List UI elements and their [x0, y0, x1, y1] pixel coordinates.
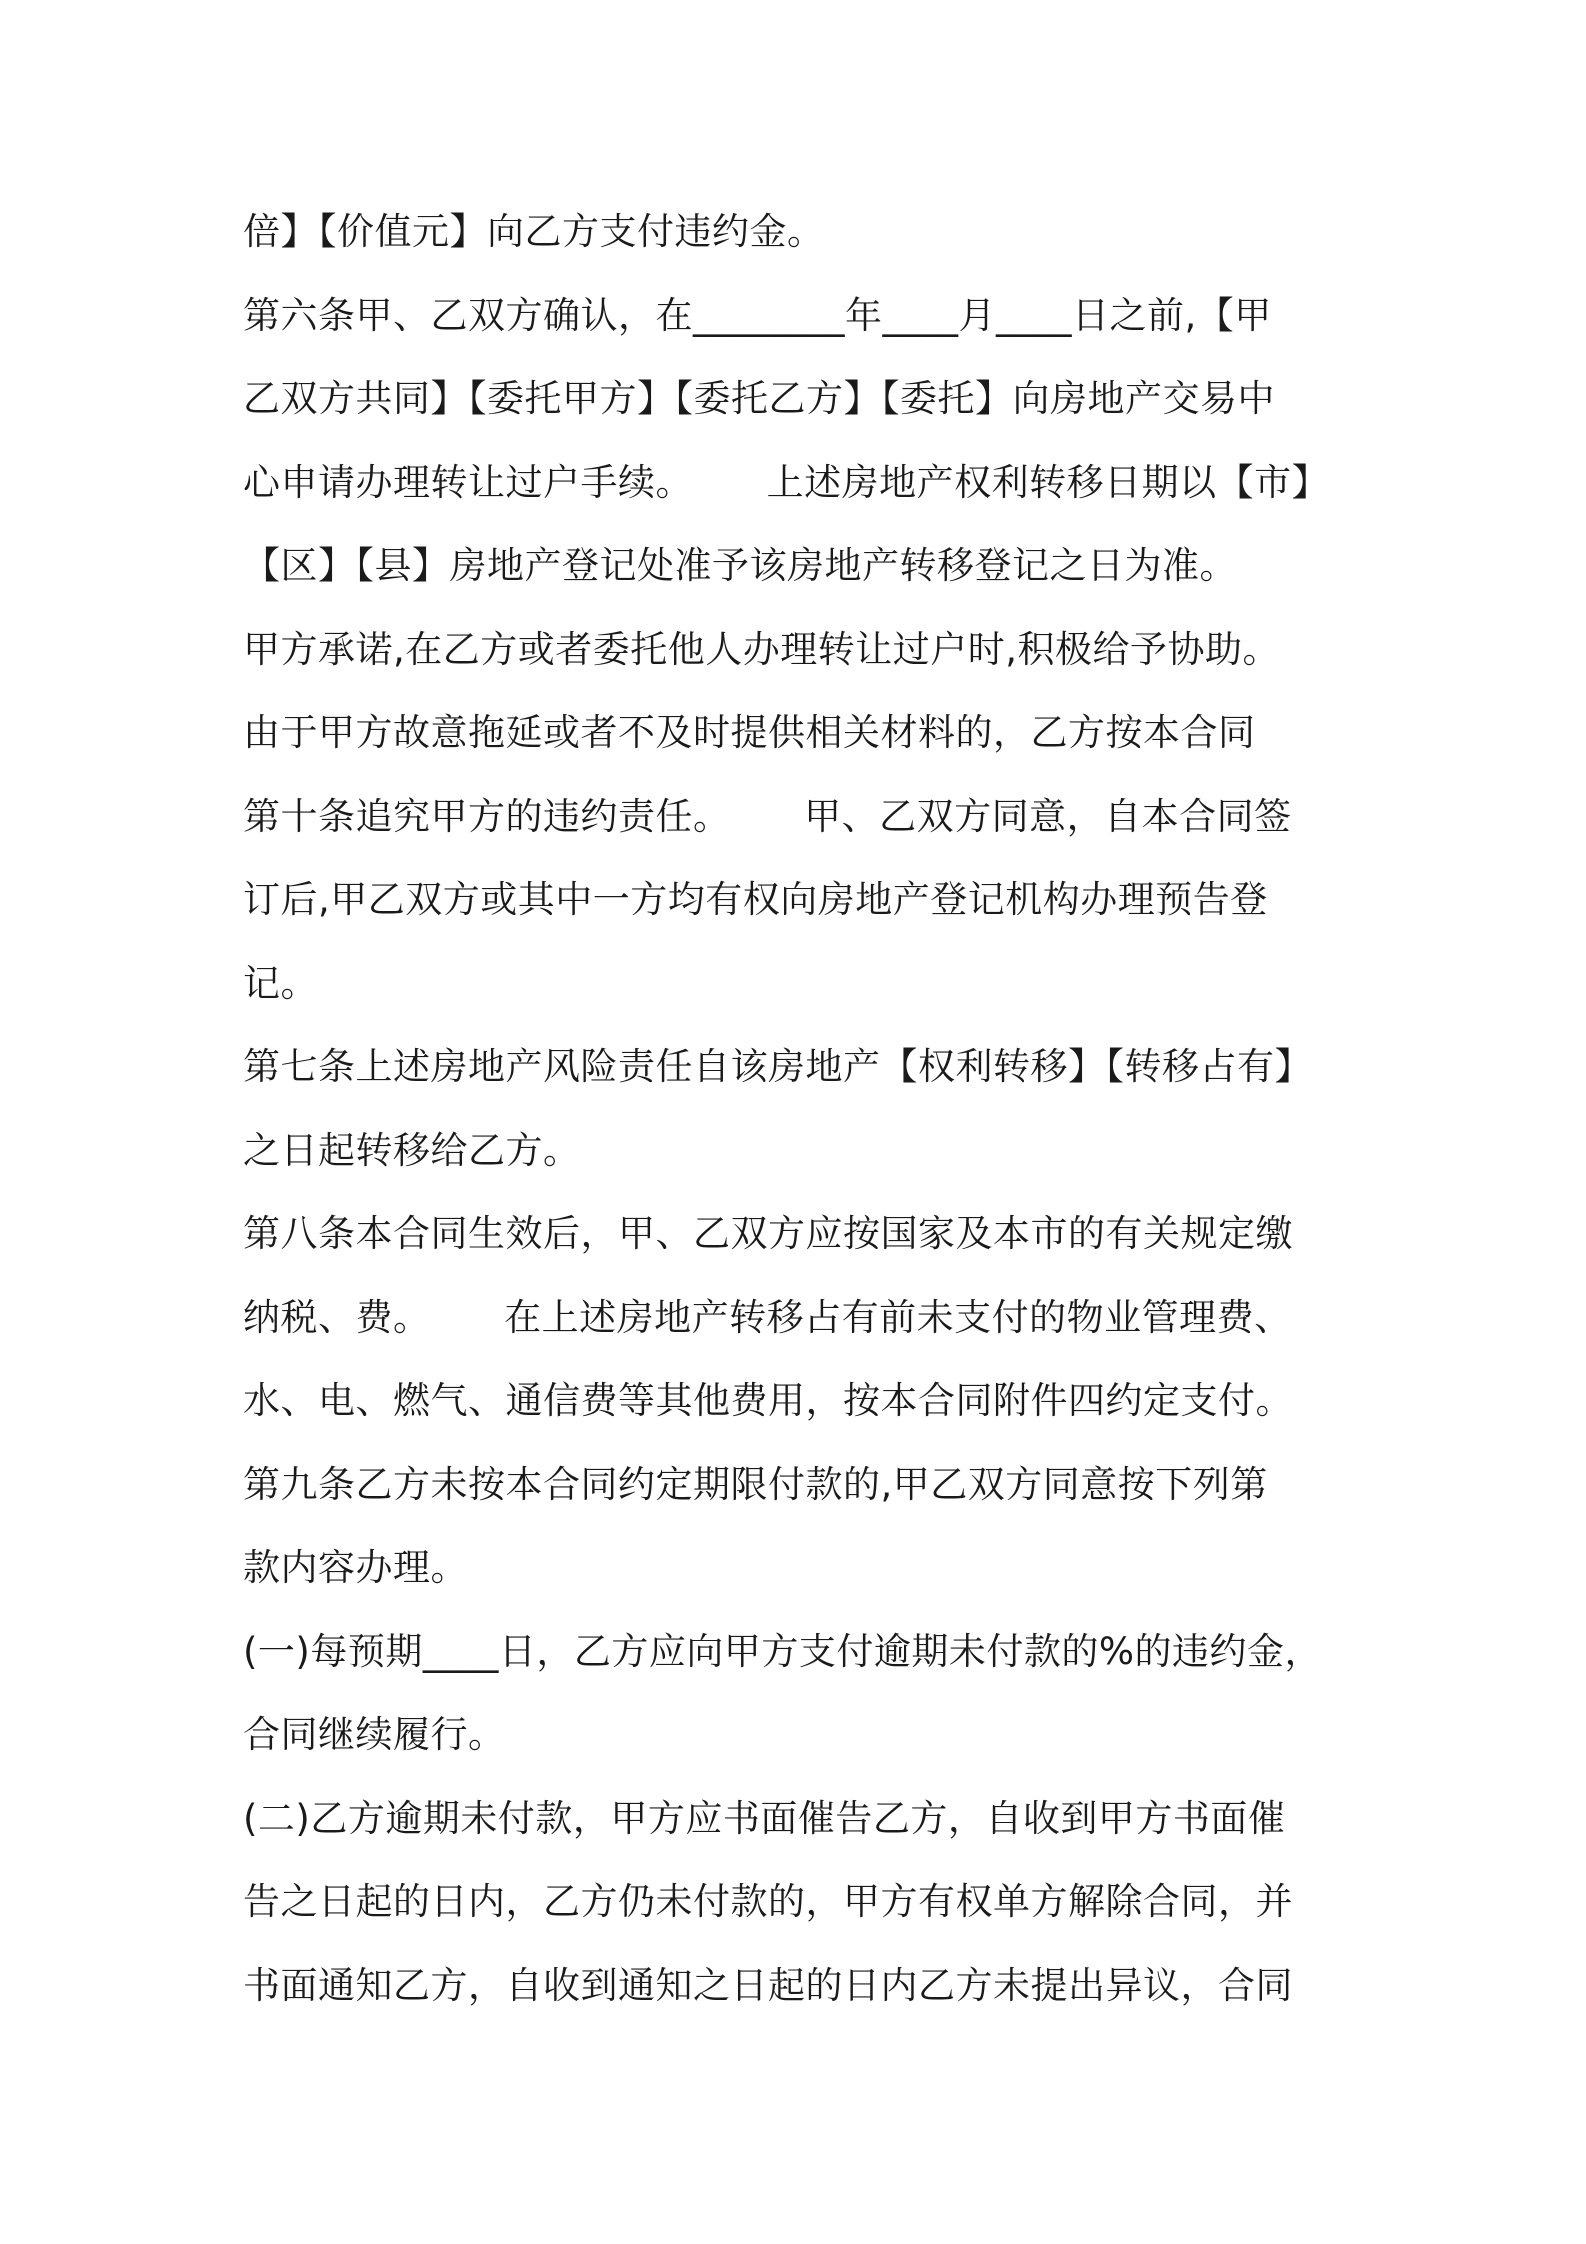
text-line: 乙双方共同】【委托甲方】【委托乙方】【委托】向房地产交易中	[243, 377, 1275, 420]
text-line: 【区】【县】房地产登记处准予该房地产转移登记之日为准。	[243, 544, 1237, 587]
text-line: (一)每预期____日，乙方应向甲方支付逾期未付款的%的违约金，	[243, 1629, 1323, 1673]
text-line: 告之日起的日内，乙方仍未付款的，甲方有权单方解除合同，并	[243, 1880, 1293, 1923]
text-line: 款内容办理。	[243, 1546, 468, 1589]
text-line: 纳税、费。 在上述房地产转移占有前未支付的物业管理费、	[243, 1295, 1292, 1339]
contract-text-body	[243, 190, 1363, 2027]
text-line: 由于甲方故意拖延或者不及时提供相关材料的，乙方按本合同	[243, 711, 1256, 754]
text-line: 订后,甲乙双方或其中一方均有权向房地产登记机构办理预告登	[243, 878, 1268, 921]
text-line: 心申请办理转让过户手续。 上述房地产权利转移日期以【市】	[243, 460, 1330, 504]
text-line: (二)乙方逾期未付款，甲方应书面催告乙方，自收到甲方书面催	[243, 1796, 1286, 1840]
text-line: 第六条甲、乙双方确认，在________年____月____日之前,【甲	[243, 293, 1272, 337]
text-line: 第八条本合同生效后，甲、乙双方应按国家及本市的有关规定缴	[243, 1212, 1293, 1255]
text-line: 之日起转移给乙方。	[243, 1128, 581, 1172]
text-line: 水、电、燃气、通信费等其他费用，按本合同附件四约定支付。	[243, 1379, 1293, 1422]
text-line: 第九条乙方未按本合同约定期限付款的,甲乙双方同意按下列第	[243, 1462, 1268, 1506]
text-line: 书面通知乙方，自收到通知之日起的日内乙方未提出异议，合同	[243, 1963, 1293, 2007]
text-line: 记。	[243, 961, 318, 1005]
text-line: 第十条追究甲方的违约责任。 甲、乙双方同意，自本合同签	[243, 794, 1292, 838]
text-line: 倍】【价值元】向乙方支付违约金。	[243, 210, 825, 253]
text-line: 甲方承诺,在乙方或者委托他人办理转让过户时,积极给予协助。	[243, 627, 1281, 671]
text-line: 合同继续履行。	[243, 1713, 506, 1756]
text-line: 第七条上述房地产风险责任自该房地产【权利转移】【转移占有】	[243, 1045, 1312, 1088]
